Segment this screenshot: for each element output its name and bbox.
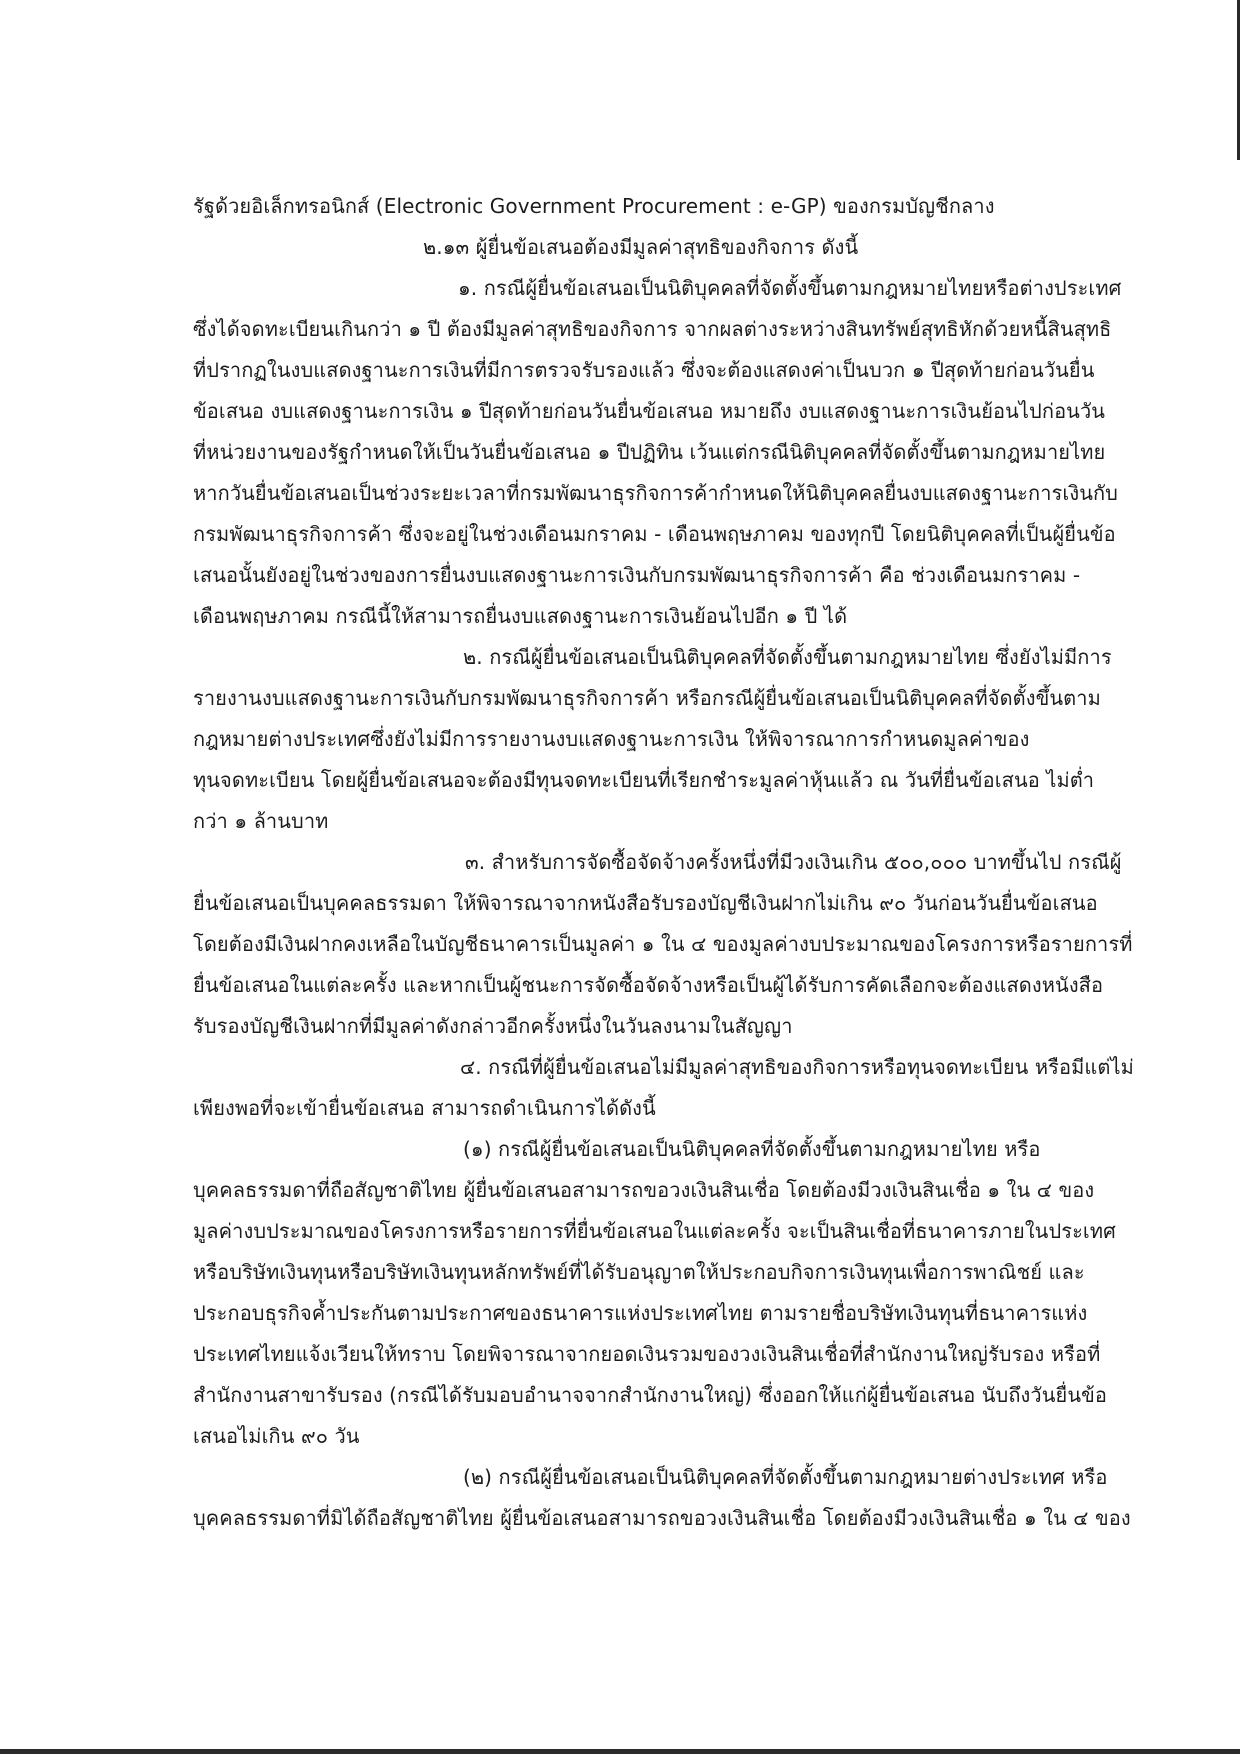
text-line: หรือบริษัทเงินทุนหรือบริษัทเงินทุนหลักทรัพย์ที่ได้รับอนุญาตให้ประกอบกิจการเงินทุนเพื่อการพาณิชย์ และ	[193, 1260, 1085, 1284]
text-line: รับรองบัญชีเงินฝากที่มีมูลค่าดังกล่าวอีกครั้งหนึ่งในวันลงนามในสัญญา	[193, 1014, 793, 1038]
text-line: กรมพัฒนาธุรกิจการค้า ซึ่งจะอยู่ในช่วงเดือนมกราคม - เดือนพฤษภาคม ของทุกปี โดยนิติบุคคลที่เป็นผู้ยื่นข้อ	[193, 522, 1116, 546]
text-line: ยื่นข้อเสนอในแต่ละครั้ง และหากเป็นผู้ชนะการจัดซื้อจัดจ้างหรือเป็นผู้ได้รับการคัดเลือกจะต้องแสดงหนังสือ	[193, 973, 1104, 997]
paragraph-start: ๓. สำหรับการจัดซื้อจัดจ้างครั้งหนึ่งที่มีวงเงินเกิน ๕๐๐,๐๐๐ บาทขึ้นไป กรณีผู้	[465, 850, 1122, 874]
paragraph-start: ๒. กรณีผู้ยื่นข้อเสนอเป็นนิติบุคคลที่จัดตั้งขึ้นตามกฎหมายไทย ซึ่งยังไม่มีการ	[463, 645, 1112, 669]
paragraph-start: ๑. กรณีผู้ยื่นข้อเสนอเป็นนิติบุคคลที่จัดตั้งขึ้นตามกฎหมายไทยหรือต่างประเทศ	[458, 276, 1122, 300]
text-line: ที่หน่วยงานของรัฐกำหนดให้เป็นวันยื่นข้อเสนอ ๑ ปีปฏิทิน เว้นแต่กรณีนิติบุคคลที่จัดตั้งขึ้นตามกฎหมายไทย	[193, 440, 1106, 464]
text-line: เพียงพอที่จะเข้ายื่นข้อเสนอ สามารถดำเนินการได้ดังนี้	[193, 1096, 656, 1120]
section-heading: ๒.๑๓ ผู้ยื่นข้อเสนอต้องมีมูลค่าสุทธิของกิจการ ดังนี้	[423, 235, 859, 259]
text-line: ประกอบธุรกิจค้ำประกันตามประกาศของธนาคารแห่งประเทศไทย ตามรายชื่อบริษัทเงินทุนที่ธนาคารแห่ง	[193, 1301, 1088, 1325]
text-line: เดือนพฤษภาคม กรณีนี้ให้สามารถยื่นงบแสดงฐานะการเงินย้อนไปอีก ๑ ปี ได้	[193, 604, 848, 628]
text-line: เสนอไม่เกิน ๙๐ วัน	[193, 1424, 360, 1448]
paragraph-start: ๔. กรณีที่ผู้ยื่นข้อเสนอไม่มีมูลค่าสุทธิของกิจการหรือทุนจดทะเบียน หรือมีแต่ไม่	[460, 1055, 1134, 1079]
text-line: กฎหมายต่างประเทศซึ่งยังไม่มีการรายงานงบแสดงฐานะการเงิน ให้พิจารณาการกำหนดมูลค่าของ	[193, 727, 1030, 751]
text-line: ข้อเสนอ งบแสดงฐานะการเงิน ๑ ปีสุดท้ายก่อนวันยื่นข้อเสนอ หมายถึง งบแสดงฐานะการเงินย้อนไปก่อนวัน	[193, 399, 1106, 423]
text-line: บุคคลธรรมดาที่มิได้ถือสัญชาติไทย ผู้ยื่นข้อเสนอสามารถขอวงเงินสินเชื่อ โดยต้องมีวงเงินสินเชื่อ ๑ ใน ๔ ของ	[193, 1506, 1131, 1530]
text-line: ทุนจดทะเบียน โดยผู้ยื่นข้อเสนอจะต้องมีทุนจดทะเบียนที่เรียกชำระมูลค่าหุ้นแล้ว ณ วันที่ยื่นข้อเสนอ ไม่ต่ำ	[193, 768, 1095, 792]
text-line: สำนักงานสาขารับรอง (กรณีได้รับมอบอำนาจจากสำนักงานใหญ่) ซึ่งออกให้แก่ผู้ยื่นข้อเสนอ นับถึงวันยื่นข้อ	[193, 1383, 1108, 1407]
text-line: มูลค่างบประมาณของโครงการหรือรายการที่ยื่นข้อเสนอในแต่ละครั้ง จะเป็นสินเชื่อที่ธนาคารภายในประเทศ	[193, 1219, 1116, 1243]
text-line: ประเทศไทยแจ้งเวียนให้ทราบ โดยพิจารณาจากยอดเงินรวมของวงเงินสินเชื่อที่สำนักงานใหญ่รับรอง หรือที่	[193, 1342, 1101, 1366]
text-line: ที่ปรากฏในงบแสดงฐานะการเงินที่มีการตรวจรับรองแล้ว ซึ่งจะต้องแสดงค่าเป็นบวก ๑ ปีสุดท้ายก่อนวันยื่น	[193, 358, 1095, 382]
text-line: ซึ่งได้จดทะเบียนเกินกว่า ๑ ปี ต้องมีมูลค่าสุทธิของกิจการ จากผลต่างระหว่างสินทรัพย์สุทธิหักด้วยหนี้สินสุทธิ	[193, 317, 1112, 341]
paragraph-start: (๒) กรณีผู้ยื่นข้อเสนอเป็นนิติบุคคลที่จัดตั้งขึ้นตามกฎหมายต่างประเทศ หรือ	[463, 1465, 1108, 1489]
scan-edge-bottom	[0, 1749, 1240, 1754]
text-line: เสนอนั้นยังอยู่ในช่วงของการยื่นงบแสดงฐานะการเงินกับกรมพัฒนาธุรกิจการค้า คือ ช่วงเดือนมกราคม -	[193, 563, 1081, 587]
text-line: กว่า ๑ ล้านบาท	[193, 809, 329, 833]
text-line: รัฐด้วยอิเล็กทรอนิกส์ (Electronic Government Procurement : e-GP) ของกรมบัญชีกลาง	[193, 194, 995, 218]
text-line: ยื่นข้อเสนอเป็นบุคคลธรรมดา ให้พิจารณาจากหนังสือรับรองบัญชีเงินฝากไม่เกิน ๙๐ วันก่อนวันยื่นข้อเสนอ	[193, 891, 1098, 915]
document-body	[193, 186, 1134, 1539]
text-line: บุคคลธรรมดาที่ถือสัญชาติไทย ผู้ยื่นข้อเสนอสามารถขอวงเงินสินเชื่อ โดยต้องมีวงเงินสินเชื่อ ๑ ใน ๔ ของ	[193, 1178, 1095, 1202]
text-line: หากวันยื่นข้อเสนอเป็นช่วงระยะเวลาที่กรมพัฒนาธุรกิจการค้ากำหนดให้นิติบุคคลยื่นงบแสดงฐานะการเงินกับ	[193, 481, 1118, 505]
paragraph-start: (๑) กรณีผู้ยื่นข้อเสนอเป็นนิติบุคคลที่จัดตั้งขึ้นตามกฎหมายไทย หรือ	[463, 1137, 1041, 1161]
text-line: โดยต้องมีเงินฝากคงเหลือในบัญชีธนาคารเป็นมูลค่า ๑ ใน ๔ ของมูลค่างบประมาณของโครงการหรือรายการที่	[193, 932, 1133, 956]
text-line: รายงานงบแสดงฐานะการเงินกับกรมพัฒนาธุรกิจการค้า หรือกรณีผู้ยื่นข้อเสนอเป็นนิติบุคคลที่จัดตั้งขึ้นตาม	[193, 686, 1101, 710]
